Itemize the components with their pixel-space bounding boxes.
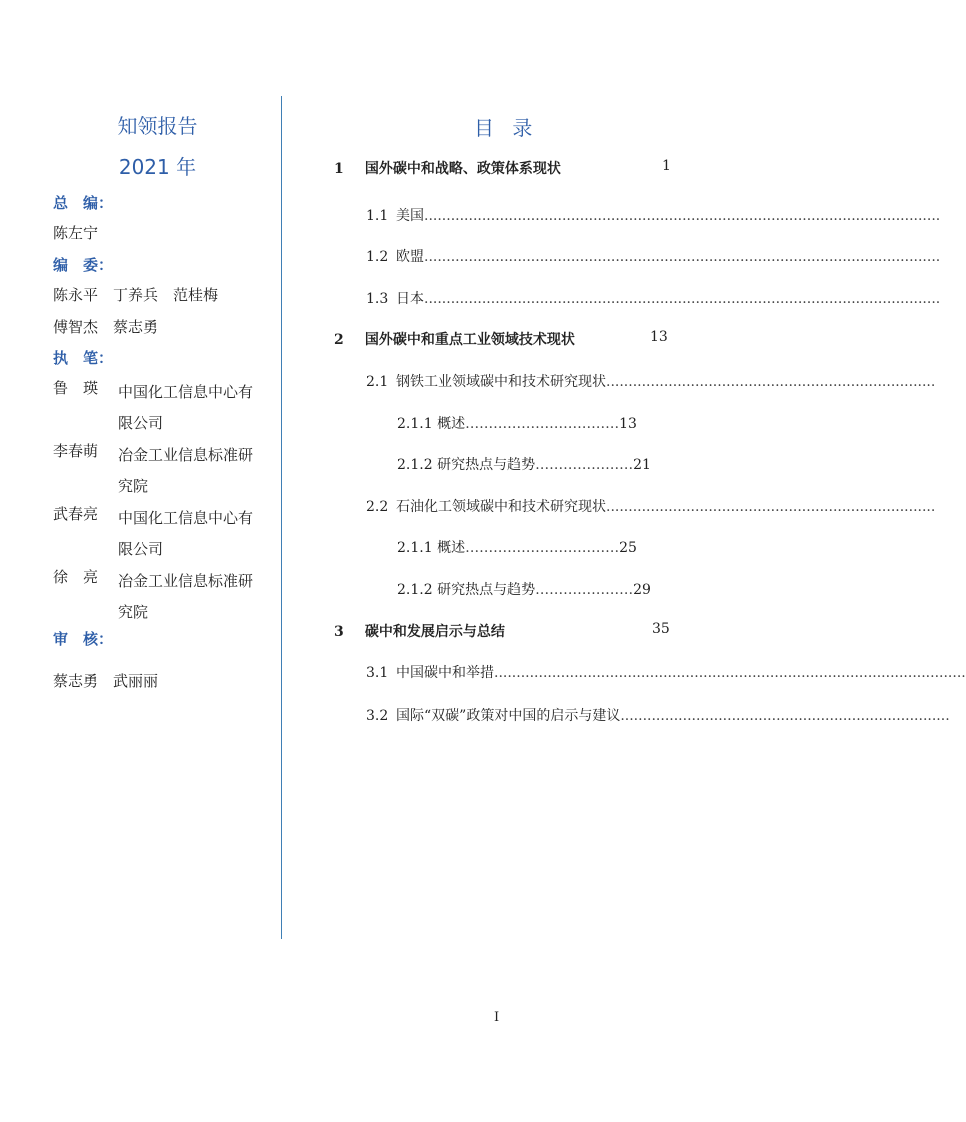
writer-name: 李春萌	[53, 442, 99, 460]
page-number: I	[494, 1010, 500, 1025]
toc-entry[interactable]	[334, 621, 674, 641]
toc-number: 1	[334, 161, 344, 177]
toc-leader: ..........................................................................	[606, 374, 936, 390]
writer-org-line: 究院	[118, 477, 149, 495]
toc-entry[interactable]	[366, 205, 941, 225]
toc-number: 3.2	[366, 708, 389, 724]
toc-entry[interactable]	[366, 246, 941, 266]
toc-label: 国外碳中和重点工业领域技术现状	[364, 332, 575, 348]
editors-line-2: 傅智杰 蔡志勇	[53, 318, 159, 336]
toc-leader: ....................................................................................................................	[424, 208, 941, 224]
reviewers-heading: 审 核：	[53, 630, 114, 648]
editors-heading: 编 委：	[53, 256, 114, 274]
writer-org-line: 限公司	[118, 414, 164, 432]
toc-number: 2	[334, 332, 344, 348]
editors-line-1: 陈永平 丁养兵 范桂梅	[53, 286, 219, 304]
writer-org-line: 中国化工信息中心有	[118, 509, 254, 527]
toc-page: 29	[633, 582, 651, 598]
toc-entry[interactable]	[366, 662, 966, 682]
writer-org-line: 究院	[118, 603, 149, 621]
toc-entry[interactable]	[397, 454, 687, 474]
toc-leader: ..........................................................................................................	[494, 665, 966, 681]
toc-entry[interactable]	[366, 496, 936, 516]
writer-org-line: 冶金工业信息标准研	[118, 572, 254, 590]
toc-leader: ..........................................................................	[606, 499, 936, 515]
toc-entry[interactable]	[397, 537, 687, 557]
report-year: 2021 年	[118, 155, 197, 179]
writer-org-line: 中国化工信息中心有	[118, 383, 254, 401]
writer-org	[118, 566, 268, 628]
writer-org	[118, 377, 268, 439]
writer-org	[118, 440, 268, 502]
writer-org-line: 限公司	[118, 540, 164, 558]
toc-leader: ....................................................................................................................	[424, 249, 941, 265]
writers-heading: 执 笔：	[53, 349, 114, 367]
toc-label: 2.1.2 研究热点与趋势	[397, 457, 536, 473]
writer-name: 武春亮	[53, 505, 99, 523]
toc-entry[interactable]	[366, 288, 941, 308]
toc-entry[interactable]	[397, 579, 687, 599]
toc-label: 美国	[396, 208, 424, 224]
toc-label: 欧盟	[396, 249, 424, 265]
toc-leader: ……………………………	[465, 540, 620, 556]
toc-number: 1.3	[366, 291, 389, 307]
chief-editor-heading: 总 编：	[53, 194, 114, 212]
toc-leader: ....................................................................................................................	[424, 291, 941, 307]
chief-editor-name: 陈左宁	[53, 224, 99, 242]
toc-number: 3.1	[366, 665, 389, 681]
toc-label: 国际“双碳”政策对中国的启示与建议	[396, 708, 621, 724]
toc-label: 2.1.1 概述	[397, 416, 466, 432]
writer-name: 徐 亮	[53, 568, 99, 586]
toc-number: 2.1	[366, 374, 389, 390]
toc-entry[interactable]	[334, 329, 674, 349]
toc-page: 13	[619, 416, 637, 432]
toc-leader: ..........................................................................	[620, 708, 950, 724]
toc-label: 中国碳中和举措	[396, 665, 494, 681]
toc-label: 石油化工领域碳中和技术研究现状	[396, 499, 606, 515]
toc-entry[interactable]	[366, 371, 936, 391]
toc-number: 2.2	[366, 499, 389, 515]
toc-entry[interactable]	[366, 705, 950, 725]
toc-page: 25	[619, 540, 637, 556]
writer-org	[118, 503, 268, 565]
reviewers-names: 蔡志勇 武丽丽	[53, 672, 159, 690]
toc-number: 1.2	[366, 249, 389, 265]
toc-page: 13	[650, 329, 668, 345]
toc-label: 2.1.2 研究热点与趋势	[397, 582, 536, 598]
toc-number: 1.1	[366, 208, 389, 224]
report-title: 知领报告	[117, 114, 198, 138]
toc-leader: …………………	[535, 582, 634, 598]
left-sidebar	[0, 0, 281, 940]
toc-entry[interactable]	[334, 158, 674, 178]
toc-number: 3	[334, 624, 344, 640]
toc-label: 国外碳中和战略、政策体系现状	[364, 161, 561, 177]
toc-title: 目 录	[474, 116, 539, 140]
toc-page: 21	[633, 457, 651, 473]
column-divider	[281, 96, 282, 939]
writer-name: 鲁 瑛	[53, 379, 99, 397]
toc-label: 2.1.1 概述	[397, 540, 466, 556]
toc-page: 35	[652, 621, 670, 637]
toc-label: 碳中和发展启示与总结	[364, 624, 505, 640]
writer-org-line: 冶金工业信息标准研	[118, 446, 254, 464]
toc-leader: …………………	[535, 457, 634, 473]
toc-label: 钢铁工业领域碳中和技术研究现状	[396, 374, 606, 390]
toc-leader: ……………………………	[465, 416, 620, 432]
toc-page: 1	[662, 158, 671, 174]
toc-label: 日本	[396, 291, 424, 307]
toc-entry[interactable]	[397, 413, 687, 433]
